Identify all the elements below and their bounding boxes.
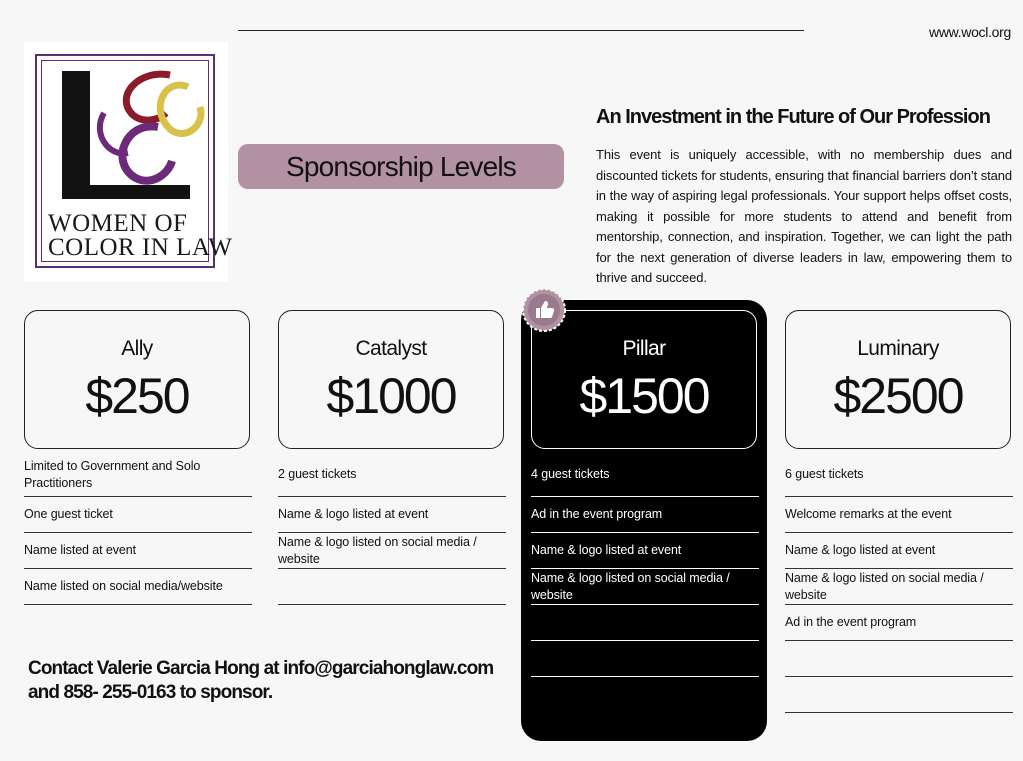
logo-graphic xyxy=(38,57,214,207)
tier-pillar xyxy=(531,310,759,677)
benefit-row: Name & logo listed on social media / website xyxy=(531,569,759,605)
tier-name: Ally xyxy=(121,337,153,360)
tier-card xyxy=(278,310,504,449)
benefit-row: Name & logo listed at event xyxy=(531,533,759,569)
tier-ally xyxy=(24,310,252,605)
tier-name: Luminary xyxy=(857,337,939,360)
tier-luminary xyxy=(785,310,1013,713)
logo-line2: COLOR IN LAW xyxy=(48,234,233,261)
tier-card xyxy=(785,310,1011,449)
website-url[interactable]: www.wocl.org xyxy=(929,24,1011,40)
benefit-row: Name & logo listed on social media / website xyxy=(278,533,506,569)
tier-name: Catalyst xyxy=(355,337,427,360)
benefit-row: 2 guest tickets xyxy=(278,453,506,497)
tier-price: $1000 xyxy=(326,368,456,424)
benefit-row: Ad in the event program xyxy=(785,605,1013,641)
benefit-row: Name listed on social media/website xyxy=(24,569,252,605)
logo-line1: WOMEN OF xyxy=(48,210,188,237)
top-divider xyxy=(238,30,804,31)
investment-body: This event is uniquely accessible, with no membership dues and discounted tickets for students, ensuring that financial barriers don’t stand in the way of aspiring legal professionals. Your support helps offset costs, making it possible for more students to attend and benefit from mentorship, connection, and inspiration. Together, we can light the path for the next generation of diverse leaders in law, empowering them to thrive and succeed. xyxy=(596,147,1012,285)
wocl-logo xyxy=(24,42,233,282)
benefit-row: Ad in the event program xyxy=(531,497,759,533)
tier-catalyst xyxy=(278,310,506,605)
benefit-row: Limited to Government and Solo Practitioners xyxy=(24,453,252,497)
benefit-row: Name listed at event xyxy=(24,533,252,569)
benefit-row xyxy=(785,677,1013,713)
benefit-row: One guest ticket xyxy=(24,497,252,533)
tier-price: $1500 xyxy=(579,368,709,424)
benefit-row xyxy=(785,641,1013,677)
benefit-row: Name & logo listed at event xyxy=(278,497,506,533)
benefit-row: Name & logo listed at event xyxy=(785,533,1013,569)
tier-card xyxy=(24,310,250,449)
benefit-row: Welcome remarks at the event xyxy=(785,497,1013,533)
benefit-row xyxy=(531,641,759,677)
tier-price: $250 xyxy=(85,368,189,424)
benefit-row: Name & logo listed on social media / website xyxy=(785,569,1013,605)
tier-price: $2500 xyxy=(833,368,963,424)
contact-info: Contact Valerie Garcia Hong at info@garciahonglaw.com and 858- 255-0163 to sponsor. xyxy=(28,658,494,703)
benefit-row xyxy=(278,569,506,605)
investment-heading: An Investment in the Future of Our Profession xyxy=(596,106,990,128)
thumbs-up-icon xyxy=(522,288,566,332)
benefit-row: 4 guest tickets xyxy=(531,453,759,497)
benefit-row xyxy=(531,605,759,641)
benefit-row: 6 guest tickets xyxy=(785,453,1013,497)
page-title: Sponsorship Levels xyxy=(238,144,564,189)
tier-name: Pillar xyxy=(622,337,666,360)
